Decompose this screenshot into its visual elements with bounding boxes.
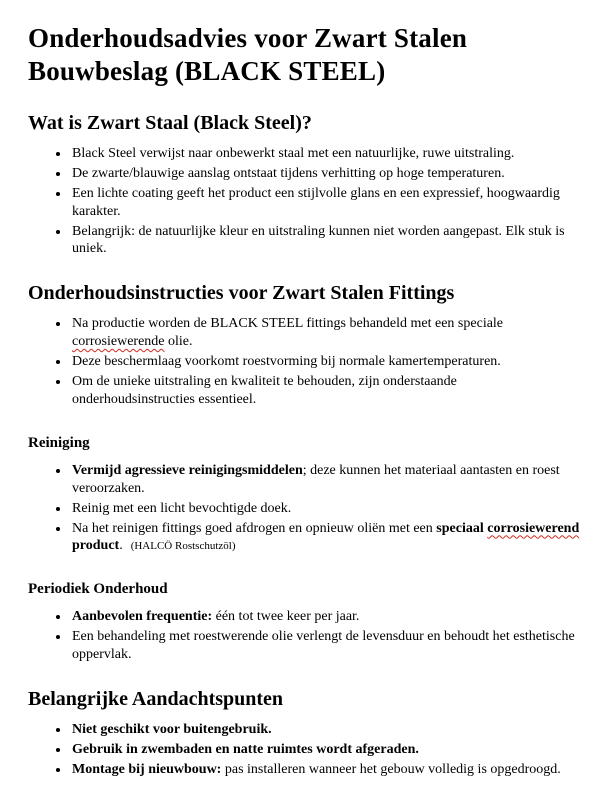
spellcheck-word: corrosiewerend: [487, 520, 580, 536]
bullet-text: één tot twee keer per jaar.: [212, 609, 360, 625]
bullet-item: • Belangrijk: de natuurlijke kleur en uitstraling kunnen niet worden aangepast. Elk stuk is uniek.: [70, 223, 581, 259]
product-note: (HALCÖ Rostschutzöl): [130, 540, 236, 553]
bullet-item: [70, 608, 581, 626]
sub-heading-reiniging: Reiniging: [28, 434, 90, 451]
bold-text: Niet geschikt voor buitengebruik.: [72, 722, 272, 738]
bold-text: product: [72, 538, 120, 554]
bullet-text: pas installeren wanneer het gebouw volledig is opgedroogd.: [221, 761, 561, 777]
spellcheck-word: corrosiewerende: [72, 334, 165, 350]
bullet-item: [70, 520, 581, 556]
sub-heading-periodiek-onderhoud: Periodiek Onderhoud: [28, 581, 168, 598]
bullet-item: • Black Steel verwijst naar onbewerkt staal met een natuurlijke, ruwe uitstraling.: [70, 145, 581, 163]
bold-text: speciaal: [436, 520, 488, 536]
bold-text: Gebruik in zwembaden en natte ruimtes wordt afgeraden.: [72, 742, 419, 757]
bullet-item: • Om de unieke uitstraling en kwaliteit te behouden, zijn onderstaande onderhoudsinstructies essentieel.: [70, 373, 581, 409]
bullet-text: olie.: [164, 334, 193, 350]
bullet-list-instructies: [28, 315, 581, 409]
bullet-item: [70, 315, 581, 351]
bullet-text: ; deze kunnen het materiaal aantasten en roest veroorzaken.: [72, 462, 560, 496]
bold-lead: Montage bij nieuwbouw:: [72, 761, 222, 777]
bullet-item: • Reinig met een licht bevochtigde doek.: [70, 500, 581, 518]
bullet-list-what-is: [28, 145, 581, 258]
bullet-item: [70, 462, 581, 498]
bold-lead: Vermijd agressieve reinigingsmiddelen: [72, 462, 303, 478]
section-heading-aandachtspunten: Belangrijke Aandachtspunten: [28, 688, 284, 711]
bullet-list-reiniging: [28, 462, 581, 556]
bullet-item: • De zwarte/blauwige aanslag ontstaat tijdens verhitting op hoge temperaturen.: [70, 165, 581, 183]
bullet-item: • Een lichte coating geeft het product een stijlvolle glans en een expressief, hoogwaardig karakter.: [70, 185, 581, 221]
section-heading-onderhoudsinstructies: Onderhoudsinstructies voor Zwart Stalen Fittings: [28, 282, 455, 305]
bullet-list-periodiek: [28, 608, 581, 664]
section-heading-what-is-black-steel: Wat is Zwart Staal (Black Steel)?: [28, 111, 312, 134]
bullet-text: .: [119, 538, 123, 554]
bullet-text: Na productie worden de BLACK STEEL fittings behandeld met een speciale: [72, 316, 504, 332]
bullet-text: Na het reinigen fittings goed afdrogen en opnieuw oliën met een: [72, 520, 437, 536]
bullet-item: • Deze beschermlaag voorkomt roestvorming bij normale kamertemperaturen.: [70, 353, 581, 371]
bold-lead: Aanbevolen frequentie:: [72, 609, 213, 625]
bullet-item: • Een behandeling met roestwerende olie verlengt de levensduur en behoudt het esthetische oppervlak.: [70, 628, 581, 664]
bullet-list-aandachtspunten: [28, 721, 581, 779]
document-title: Onderhoudsadvies voor Zwart Stalen Bouwbeslag (BLACK STEEL): [28, 23, 468, 86]
bullet-item: [70, 761, 581, 779]
bullet-item: [70, 741, 581, 759]
bullet-item: [70, 721, 581, 739]
